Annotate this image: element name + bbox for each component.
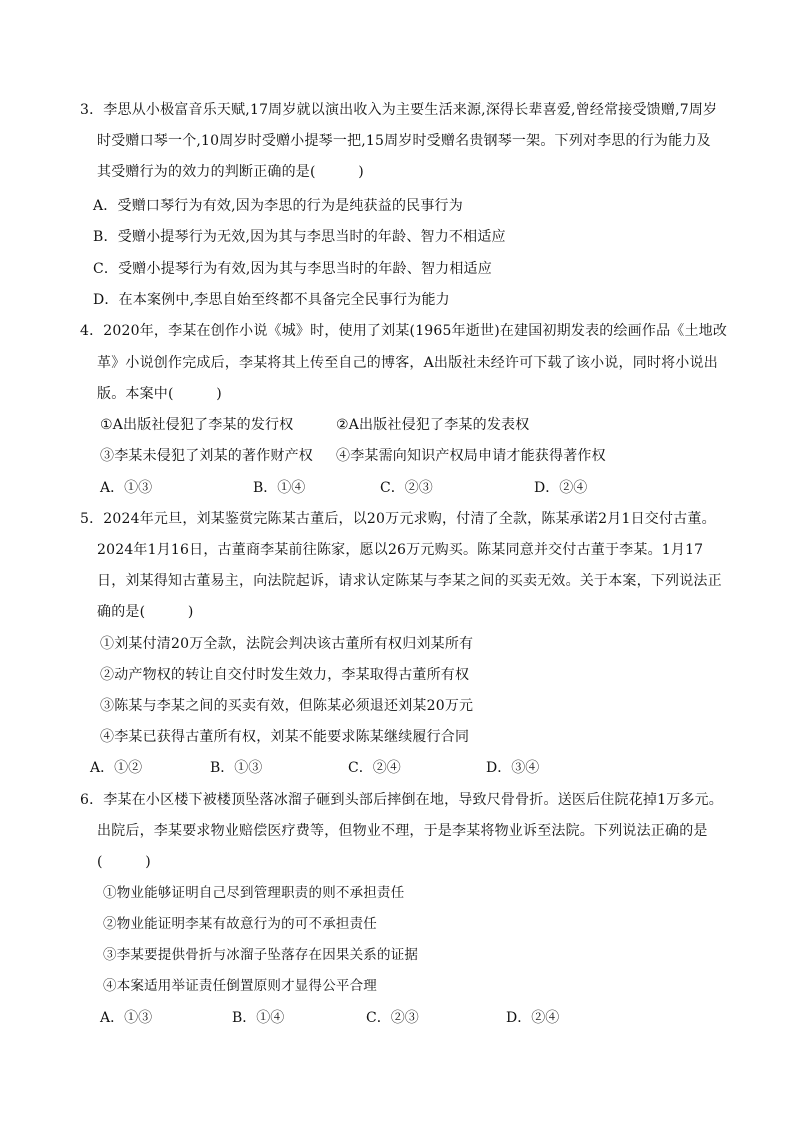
question-3-choice-c[interactable]: C．受赠小提琴行为有效,因为其与李思当时的年龄、智力相适应 (93, 261, 492, 277)
question-5-statement-2: ②动产物权的转让自交付时发生效力，李某取得古董所有权 (100, 667, 470, 683)
question-4-stem-line-2: 革》小说创作完成后，李某将其上传至自己的博客，A出版社未经许可下载了该小说，同时将小说出 (97, 355, 718, 371)
question-6-statement-1: ①物业能够证明自己尽到管理职责的则不承担责任 (103, 885, 405, 901)
question-4-stem-line-1: 4．2020年，李某在创作小说《城》时，使用了刘某(1965年逝世)在建国初期发表的绘画作品《土地改 (80, 323, 728, 339)
question-6-statement-4: ④本案适用举证责任倒置原则才显得公平合理 (103, 978, 377, 994)
question-5-statement-1: ①刘某付清20万全款，法院会判决该古董所有权归刘某所有 (100, 636, 474, 652)
question-5-option-b[interactable]: B．①③ (210, 760, 263, 776)
question-3-choice-b[interactable]: B．受赠小提琴行为无效,因为其与李思当时的年龄、智力不相适应 (93, 229, 506, 245)
question-4-statement-1: ①A出版社侵犯了李某的发行权 (100, 417, 294, 433)
question-4-statement-3: ③李某未侵犯了刘某的著作财产权 (100, 448, 313, 464)
question-4-option-b[interactable]: B．①④ (253, 480, 306, 496)
question-6-option-c[interactable]: C．②③ (366, 1010, 419, 1026)
question-6-option-b[interactable]: B．①④ (232, 1010, 285, 1026)
question-4-statement-4: ④李某需向知识产权局申请才能获得著作权 (336, 448, 606, 464)
question-5-statement-3: ③陈某与李某之间的买卖有效，但陈某必须退还刘某20万元 (100, 698, 474, 714)
question-6-stem-line-2: 出院后，李某要求物业赔偿医疗费等，但物业不理，于是李某将物业诉至法院。下列说法正确的是 (97, 823, 708, 839)
question-5-option-c[interactable]: C．②④ (348, 760, 401, 776)
question-4-option-a[interactable]: A．①③ (100, 480, 153, 496)
question-6-statement-2: ②物业能证明李某有故意行为的可不承担责任 (103, 916, 377, 932)
question-3-stem-line-2: 时受赠口琴一个,10周岁时受赠小提琴一把,15周岁时受赠名贵钢琴一架。下列对李思的行为能力及 (97, 133, 711, 149)
question-4-options (100, 479, 700, 497)
question-5-stem-line-1: 5．2024年元旦，刘某鉴赏完陈某古董后，以20万元求购，付清了全款，陈某承诺2月1日交付古董。 (80, 511, 716, 527)
question-3-stem-line-1: 3．李思从小极富音乐天赋,17周岁就以演出收入为主要生活来源,深得长辈喜爱,曾经常接受馈赠,7周岁 (80, 102, 718, 118)
question-3-stem-line-3: 其受赠行为的效力的判断正确的是( ) (97, 164, 364, 180)
question-4-option-d[interactable]: D．②④ (534, 480, 588, 496)
question-5-option-d[interactable]: D．③④ (486, 760, 540, 776)
question-6-stem-line-1: 6．李某在小区楼下被楼顶坠落冰溜子砸到头部后摔倒在地，导致尺骨骨折。送医后住院花掉1万多元。 (80, 792, 724, 808)
question-5-stem-line-4: 确的是( ) (97, 604, 194, 620)
question-4-stem-line-3: 版。本案中( ) (97, 386, 222, 402)
question-4-statement-2: ②A出版社侵犯了李某的发表权 (336, 417, 530, 433)
question-3-choice-a[interactable]: A．受赠口琴行为有效,因为李思的行为是纯获益的民事行为 (93, 198, 463, 214)
question-5-stem-line-3: 日，刘某得知古董易主，向法院起诉，请求认定陈某与李某之间的买卖无效。关于本案，下列说法正 (97, 573, 722, 589)
question-5-option-a[interactable]: A．①② (90, 760, 143, 776)
question-6-option-d[interactable]: D．②④ (506, 1010, 560, 1026)
question-5-stem-line-2: 2024年1月16日，古董商李某前往陈家，愿以26万元购买。陈某同意并交付古董于李某。1月17 (97, 542, 704, 558)
question-5-statement-4: ④李某已获得古董所有权，刘某不能要求陈某继续履行合同 (100, 729, 470, 745)
question-6-option-a[interactable]: A．①③ (100, 1010, 153, 1026)
question-6-options (100, 1009, 700, 1027)
question-5-options (90, 759, 690, 777)
question-6-statement-3: ③李某要提供骨折与冰溜子坠落存在因果关系的证据 (103, 947, 419, 963)
question-6-stem-line-3: ( ) (97, 854, 151, 870)
question-3-choice-d[interactable]: D．在本案例中,李思自始至终都不具备完全民事行为能力 (93, 292, 450, 308)
question-4-option-c[interactable]: C．②③ (380, 480, 433, 496)
